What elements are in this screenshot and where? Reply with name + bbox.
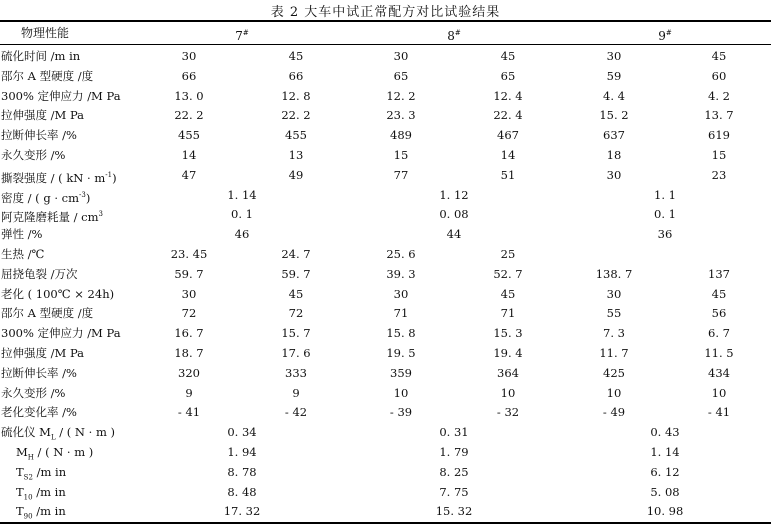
table-cell: - 41 [707,405,731,420]
row-label: 硫化时间 /m in [1,49,81,63]
table-cell: 455 [178,128,200,143]
table-cell: 467 [497,128,519,143]
table-cell: 36 [657,227,673,242]
table-cell: 18 [606,148,622,162]
table-cell: 11. 5 [704,346,734,360]
table-cell: 24. 7 [281,247,311,261]
table-cell: 19. 4 [493,346,523,360]
table-cell: 8. 78 [227,464,257,479]
table-cell: 16. 7 [174,326,204,341]
table-cell: 9 [185,385,193,400]
row-label: 拉伸强度 /M Pa [1,346,85,360]
table-cell: 30 [606,167,622,182]
table-cell: 5. 08 [650,484,680,499]
row-label: 300% 定伸应力 /M Pa [1,326,121,341]
table-cell: 22. 2 [174,108,204,123]
table-cell: 13. 0 [174,88,204,103]
table-cell: 1. 1 [654,187,676,202]
table-cell: 23 [711,167,727,182]
row-label: 拉伸强度 /M Pa [1,108,85,123]
table-cell: 489 [390,128,412,143]
table-cell: 17. 32 [223,504,261,519]
table-cell: 71 [393,306,409,321]
table-cell: 66 [181,68,197,83]
table-cell: 7. 3 [603,326,625,341]
row-label: $M_H$ / ( N · m ) [16,445,94,462]
table-cell: 45 [288,286,304,301]
table-cell: 15. 3 [493,326,523,341]
table-cell: 8. 48 [227,484,257,499]
table-cell: 1. 14 [227,187,257,202]
table-cell: 17. 6 [281,346,311,360]
table-cell: 14 [500,148,516,162]
table-cell: 56 [711,306,727,321]
table-cell: 0. 1 [231,207,253,222]
table-cell: 12. 2 [386,88,416,103]
table-caption: 表 2 大车中试正常配方对比试验结果 [270,5,501,20]
table-cell: 22. 2 [281,108,311,123]
row-label: 老化变化率 /% [1,405,77,420]
table-cell: 138. 7 [595,266,633,281]
table-cell: 1. 12 [439,187,469,202]
table-cell: 15. 8 [386,326,416,341]
table-cell: 45 [711,286,727,301]
table-cell: 59 [606,68,622,83]
row-label: 屈挠龟裂 /万次 [1,266,78,281]
table-cell: - 39 [389,405,413,420]
table-cell: 30 [181,286,197,301]
table-cell: 25. 6 [386,247,416,261]
table-cell: 47 [181,167,197,182]
table-cell: 6. 7 [708,326,730,341]
table-cell: 39. 3 [386,266,416,281]
table-cell: 1. 79 [439,445,469,459]
table-cell: 45 [500,286,516,301]
top-rule [0,20,771,22]
table-cell: 65 [500,68,516,83]
table-cell: 25 [500,247,516,261]
table-cell: 637 [603,128,625,143]
table-cell: 0. 1 [654,207,676,222]
table-cell: 425 [603,365,625,380]
table-cell: 619 [708,128,730,143]
row-label: 阿克隆磨耗量 / $cm^3$ [1,210,103,225]
table-cell: 13 [288,148,304,162]
table-cell: 72 [181,306,197,321]
table-cell: 333 [285,365,307,380]
row-label: 老化 ( 100℃ × 24h) [1,286,115,301]
table-cell: 9 [292,385,300,400]
table-cell: 8. 25 [439,464,469,479]
row-label: 弹性 /% [1,227,43,242]
row-label: 邵尔 A 型硬度 /度 [1,306,94,321]
table-cell: 71 [500,306,516,321]
header-group-9: 9# [658,29,672,43]
table-cell: 0. 31 [439,425,469,440]
row-label: 拉断伸长率 /% [1,128,77,143]
row-label: 密度 / ( $g \cdot cm^{-3}$) [1,190,91,205]
table-cell: 10 [606,385,622,400]
table-cell: 15. 2 [599,108,629,123]
table-cell: 1. 14 [650,445,680,459]
table-cell: - 49 [602,405,626,420]
row-label: 300% 定伸应力 /M Pa [1,88,121,103]
table-cell: 18. 7 [174,346,204,360]
table-cell: 10. 98 [646,504,684,519]
bottom-rule [0,522,771,524]
table-cell: 455 [285,128,307,143]
table-cell: 14 [181,148,197,162]
table-cell: 30 [181,49,197,63]
table-cell: 49 [288,167,304,182]
table-cell: 15. 32 [435,504,473,519]
table-cell: 4. 4 [603,88,625,103]
table-cell: 59. 7 [281,266,311,281]
row-label: 拉断伸长率 /% [1,365,77,380]
table-cell: 45 [500,49,516,63]
table-cell: 137 [708,266,730,281]
table-cell: 65 [393,68,409,83]
table-cell: 77 [393,167,409,182]
row-label: 硫化仪 $M_L$ / ( N · m ) [1,425,115,442]
table-cell: - 41 [177,405,201,420]
row-label: $T_{90}$ /m in [16,504,66,521]
table-cell: 19. 5 [386,346,416,360]
table-cell: 15 [393,148,409,162]
table-cell: 45 [711,49,727,63]
table-cell: 51 [500,167,516,182]
table-cell: - 42 [284,405,308,420]
table-cell: 359 [390,365,412,380]
table-cell: 30 [606,286,622,301]
header-group-7: 7# [235,29,249,43]
table-cell: 0. 08 [439,207,469,222]
table-cell: 10 [711,385,727,400]
table-cell: 23. 45 [170,247,208,261]
table-cell: 22. 4 [493,108,523,123]
header-property: 物理性能 [20,26,70,40]
table-cell: 55 [606,306,622,321]
table-cell: 45 [288,49,304,63]
table-cell: 30 [393,49,409,63]
row-label: 撕裂强度 / ( kN · $m^{-1}$) [1,170,117,185]
header-group-8: 8# [447,29,461,43]
table-cell: 52. 7 [493,266,523,281]
table-cell: 1. 94 [227,445,257,459]
table-cell: 59. 7 [174,266,204,281]
table-cell: 0. 34 [227,425,257,440]
table-cell: 434 [708,365,730,380]
row-label: $T_{10}$ /m in [16,484,66,501]
table-cell: 4. 2 [708,88,730,103]
table-cell: 12. 8 [281,88,311,103]
row-label: 生热 /℃ [1,247,45,261]
row-label: 邵尔 A 型硬度 /度 [1,68,94,83]
table-cell: 15 [711,148,727,162]
table-cell: 0. 43 [650,425,680,440]
table-cell: 66 [288,68,304,83]
table-cell: - 32 [496,405,520,420]
table-cell: 15. 7 [281,326,311,341]
row-label: 永久变形 /% [1,385,66,400]
table-cell: 6. 12 [650,464,680,479]
table-cell: 23. 3 [386,108,416,123]
table-cell: 12. 4 [493,88,523,103]
table-cell: 13. 7 [704,108,734,123]
table-cell: 30 [606,49,622,63]
table-cell: 44 [446,227,462,242]
table-cell: 72 [288,306,304,321]
table-cell: 10 [393,385,409,400]
table-cell: 10 [500,385,516,400]
table-cell: 46 [234,227,250,242]
table-cell: 11. 7 [599,346,629,360]
table-cell: 60 [711,68,727,83]
table-cell: 7. 75 [439,484,469,499]
row-label: 永久变形 /% [1,148,66,162]
header-rule [0,44,771,45]
table-cell: 320 [178,365,200,380]
row-label: $T_{S2}$ /m in [16,464,67,482]
table-cell: 364 [497,365,519,380]
table-cell: 30 [393,286,409,301]
